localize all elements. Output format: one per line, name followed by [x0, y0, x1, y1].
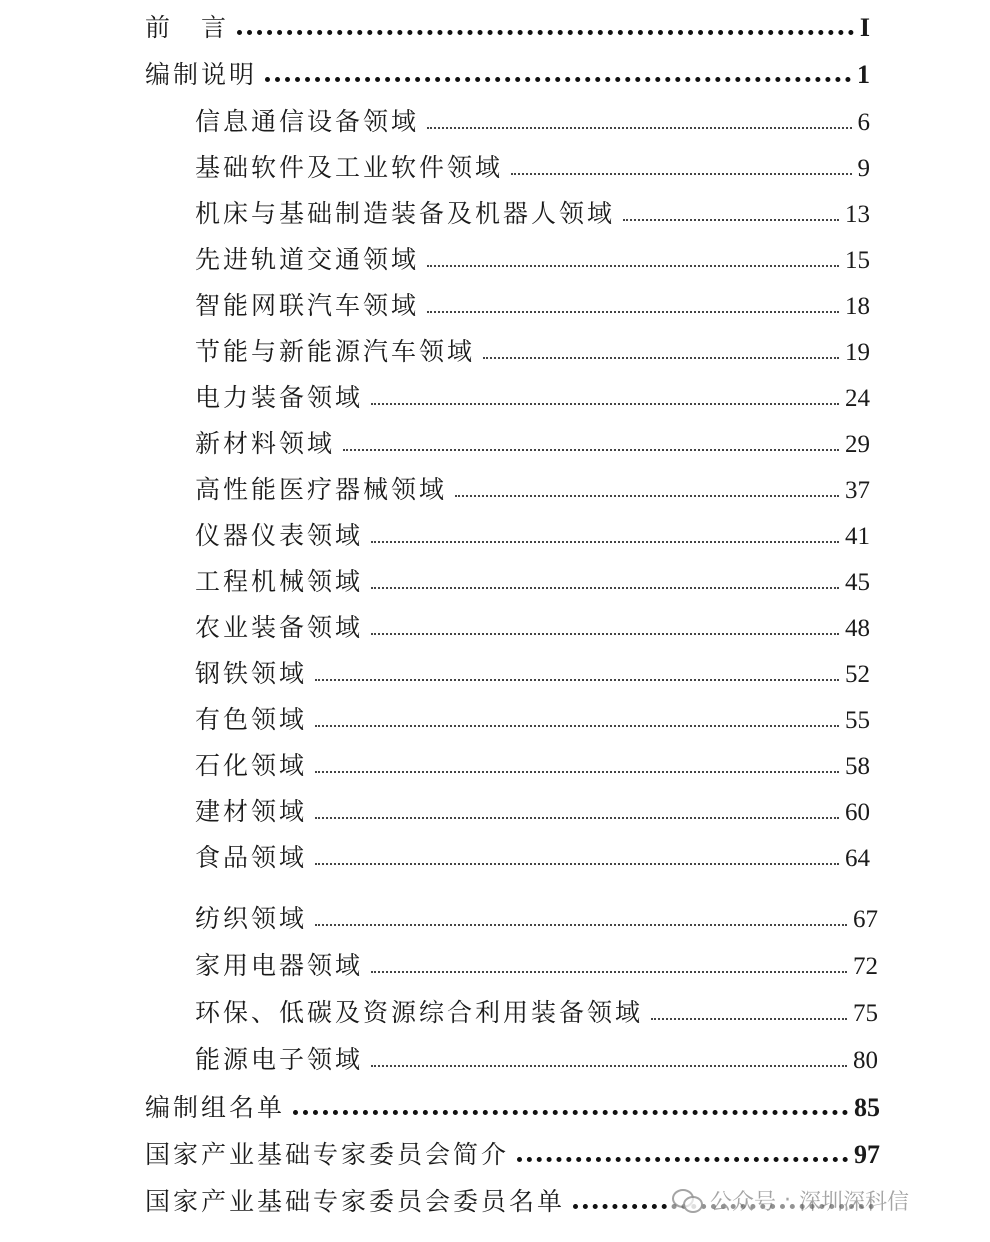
toc-entry-power-equipment[interactable]: [195, 378, 870, 414]
toc-entry-title: 家用电器领域: [195, 951, 364, 980]
toc-entry-food[interactable]: [195, 838, 870, 874]
toc-entry-new-materials[interactable]: [195, 424, 870, 460]
toc-dot-leader: [371, 971, 847, 973]
toc-entry-software[interactable]: [195, 148, 870, 184]
watermark-account: 深圳深科信: [799, 1189, 910, 1215]
toc-entry-title: 电力装备领域: [195, 383, 364, 412]
toc-entry-page: 75: [853, 1000, 878, 1027]
toc-entry-title: 石化领域: [195, 751, 308, 780]
toc-dot-leader: [343, 449, 839, 451]
watermark-prefix: 公众号: [710, 1189, 777, 1215]
toc-entry-page: 45: [845, 569, 870, 596]
toc-entry-home-appliances[interactable]: [195, 946, 878, 982]
toc-dot-leader: [315, 863, 839, 865]
toc-dot-leader: [371, 633, 839, 635]
toc-entry-page: 52: [845, 661, 870, 688]
toc-entry-page: 48: [845, 615, 870, 642]
toc-entry-connected-vehicles[interactable]: [195, 286, 870, 322]
toc-entry-textile[interactable]: [195, 899, 878, 935]
toc-entry-page: 29: [845, 431, 870, 458]
watermark-separator: ·: [784, 1187, 792, 1213]
toc-entry-title: 信息通信设备领域: [195, 107, 420, 136]
toc-entry-page: 13: [845, 201, 870, 228]
toc-entry-page: 80: [853, 1047, 878, 1074]
toc-entry-compilation-group[interactable]: [145, 1088, 880, 1124]
toc-entry-page: 58: [845, 753, 870, 780]
toc-entry-energy-electronics[interactable]: [195, 1040, 878, 1076]
toc-entry-page: 37: [845, 477, 870, 504]
toc-entry-page: 1: [857, 60, 870, 89]
toc-entry-title: 建材领域: [195, 797, 308, 826]
toc-entry-title: 纺织领域: [195, 904, 308, 933]
toc-entry-title: 环保、低碳及资源综合利用装备领域: [195, 998, 644, 1027]
toc-dot-leader: [483, 357, 839, 359]
wechat-watermark: [668, 1180, 913, 1220]
toc-entry-rail-transit[interactable]: [195, 240, 870, 276]
toc-dot-leader: [623, 219, 839, 221]
toc-entry-nonferrous[interactable]: [195, 700, 870, 736]
toc-dot-leader: [371, 541, 839, 543]
toc-entry-page: 24: [845, 385, 870, 412]
toc-entry-page: 67: [853, 906, 878, 933]
toc-dot-leader: [293, 1110, 848, 1115]
toc-entry-title: 仪器仪表领域: [195, 521, 364, 550]
toc-entry-title: 高性能医疗器械领域: [195, 475, 448, 504]
toc-entry-title: 节能与新能源汽车领域: [195, 337, 476, 366]
toc-entry-agricultural-equipment[interactable]: [195, 608, 870, 644]
toc-entry-page: 60: [845, 799, 870, 826]
toc-dot-leader: [315, 679, 839, 681]
toc-entry-page: 19: [845, 339, 870, 366]
wechat-icon: [672, 1187, 702, 1213]
toc-entry-title: 钢铁领域: [195, 659, 308, 688]
toc-entry-page: 64: [845, 845, 870, 872]
toc-entry-environmental-equipment[interactable]: [195, 993, 878, 1029]
toc-dot-leader: [315, 817, 839, 819]
toc-dot-leader: [315, 771, 839, 773]
toc-dot-leader: [455, 495, 839, 497]
toc-entry-title: 农业装备领域: [195, 613, 364, 642]
toc-dot-leader: [517, 1157, 848, 1162]
toc-entry-construction-machinery[interactable]: [195, 562, 870, 598]
toc-entry-preface[interactable]: [145, 8, 870, 44]
toc-dot-leader: [371, 587, 839, 589]
toc-entry-title: 能源电子领域: [195, 1045, 364, 1074]
toc-entry-new-energy-vehicles[interactable]: [195, 332, 870, 368]
toc-entry-title: 机床与基础制造装备及机器人领域: [195, 199, 616, 228]
toc-entry-building-materials[interactable]: [195, 792, 870, 828]
toc-dot-leader: [265, 77, 851, 82]
toc-entry-page: 85: [854, 1093, 880, 1122]
toc-entry-page: 55: [845, 707, 870, 734]
toc-entry-medical-devices[interactable]: [195, 470, 870, 506]
toc-dot-leader: [427, 127, 851, 129]
toc-entry-page: 9: [857, 155, 870, 182]
toc-entry-title: 编制组名单: [145, 1093, 286, 1122]
toc-dot-leader: [315, 725, 839, 727]
toc-dot-leader: [237, 30, 854, 35]
toc-entry-steel[interactable]: [195, 654, 870, 690]
toc-entry-title: 国家产业基础专家委员会委员名单: [145, 1187, 566, 1216]
toc-entry-petrochemical[interactable]: [195, 746, 870, 782]
toc-dot-leader: [427, 265, 839, 267]
toc-dot-leader: [371, 1065, 847, 1067]
toc-entry-compilation-notes[interactable]: [145, 55, 870, 91]
toc-entry-instruments[interactable]: [195, 516, 870, 552]
toc-dot-leader: [371, 403, 839, 405]
toc-entry-committee-intro[interactable]: [145, 1135, 880, 1171]
toc-entry-page: 97: [854, 1140, 880, 1169]
toc-entry-title: 编制说明: [145, 60, 258, 89]
toc-dot-leader: [315, 924, 847, 926]
toc-entry-title: 有色领域: [195, 705, 308, 734]
toc-entry-page: 6: [857, 109, 870, 136]
toc-entry-page: 15: [845, 247, 870, 274]
toc-entry-page: 72: [853, 953, 878, 980]
toc-entry-title: 国家产业基础专家委员会简介: [145, 1140, 510, 1169]
toc-entry-title: 智能网联汽车领域: [195, 291, 420, 320]
toc-entry-page: I: [859, 13, 870, 42]
toc-entry-page: 18: [845, 293, 870, 320]
toc-entry-ict-equipment[interactable]: [195, 102, 870, 138]
toc-dot-leader: [511, 173, 851, 175]
toc-dot-leader: [651, 1018, 847, 1020]
toc-entry-machine-tools[interactable]: [195, 194, 870, 230]
toc-dot-leader: [427, 311, 839, 313]
toc-entry-title: 基础软件及工业软件领域: [195, 153, 504, 182]
toc-entry-page: 41: [845, 523, 870, 550]
toc-entry-title: 新材料领域: [195, 429, 336, 458]
toc-entry-title: 前 言: [145, 13, 230, 42]
toc-entry-title: 工程机械领域: [195, 567, 364, 596]
toc-entry-title: 先进轨道交通领域: [195, 245, 420, 274]
toc-entry-title: 食品领域: [195, 843, 308, 872]
